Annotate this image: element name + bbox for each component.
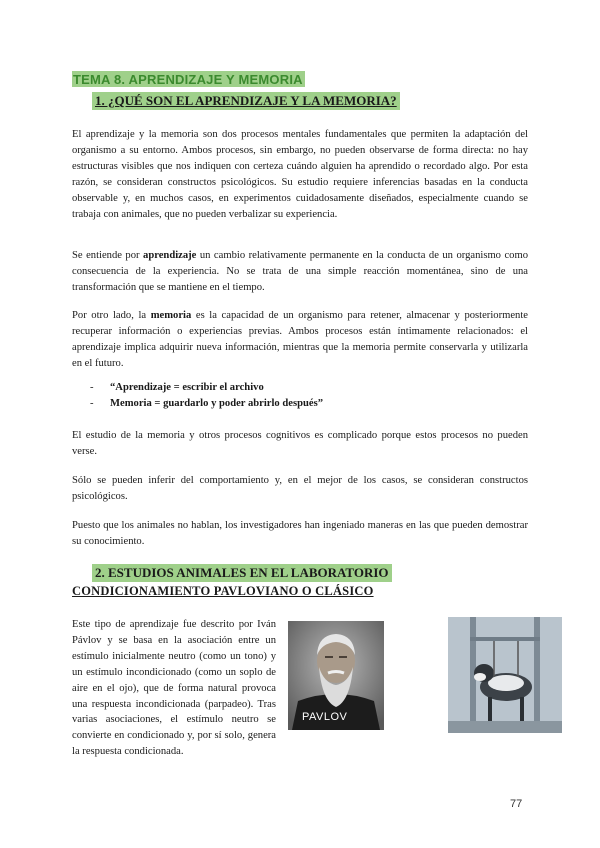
text-segment: un cambio relativamente permanente en la conducta de un organismo como consecuencia de la experiencia. No se trata de una simple reacción momentánea, sino de una transformación que se mantiene en el tiempo.	[72, 250, 528, 293]
pavlov-caption: PAVLOV	[302, 711, 348, 723]
paragraph-pavlov: Este tipo de aprendizaje fue descrito por Iván Pávlov y se basa en la asociación entre un estímulo inicialmente neutro (como un tono) y un estímulo incondicionado (como un soplo de aire en el ojo), que de forma natural provoca una respuesta incondicionada (parpadeo). Tras varias asociaciones, el estímulo neutro se convierte en condicionado y, por sí solo, genera la respuesta condicionada.	[72, 619, 276, 758]
paragraph-aprendizaje	[72, 248, 528, 296]
text-segment: Se entiende por	[72, 250, 144, 261]
term-memoria: memoria	[150, 310, 192, 321]
document-title: TEMA 8. APRENDIZAJE Y MEMORIA	[73, 72, 303, 87]
text-segment: Por otro lado, la	[72, 310, 151, 321]
dog-experiment-image	[448, 617, 562, 733]
term-aprendizaje: aprendizaje	[143, 250, 197, 261]
paragraph-inferir: Sólo se pueden inferir del comportamiento y, en el mejor de los casos, se consideran constructos psicológicos.	[72, 475, 528, 502]
paragraph-intro: El aprendizaje y la memoria son dos procesos mentales fundamentales que permiten la adaptación del organismo a su entorno. Ambos procesos, sin embargo, no pueden observarse de forma directa: no hay estructuras visibles que nos indiquen con certeza cuándo alguien ha aprendido o recordado algo. Por esta razón, se consideran constructos psicológicos. Su estudio requiere inferencias basadas en la conducta observable y, en muchos casos, en experimentos cuidadosamente diseñados, especialmente cuando se trabaja con animales, que no pueden verbalizar su experiencia.	[72, 129, 528, 220]
bullet-text: Memoria = guardarlo y poder abrirlo después”	[110, 398, 323, 409]
paragraph-estudio: El estudio de la memoria y otros procesos cognitivos es complicado porque estos procesos no pueden verse.	[72, 430, 528, 457]
section-heading-2: 2. ESTUDIOS ANIMALES EN EL LABORATORIO	[92, 564, 392, 582]
bullet-marker: -	[90, 398, 94, 409]
bullet-marker: -	[90, 382, 94, 393]
section-heading-1: 1. ¿QUÉ SON EL APRENDIZAJE Y LA MEMORIA?	[92, 92, 400, 110]
paragraph-animales: Puesto que los animales no hablan, los investigadores han ingeniado maneras en las que pueden demostrar su conocimiento.	[72, 520, 528, 547]
subsection-title: CONDICIONAMIENTO PAVLOVIANO O CLÁSICO	[72, 584, 374, 598]
text-segment: es la capacidad de un organismo para retener, almacenar y posteriormente recuperar información o experiencias previas. Ambos procesos están íntimamente relacionados: el aprendizaje implica adquirir nueva información, mientras que la memoria permite conservarla y utilizarla en el futuro.	[72, 310, 528, 369]
pavlov-portrait-image	[288, 621, 384, 730]
bullet-text: “Aprendizaje = escribir el archivo	[110, 382, 264, 393]
page-number: 77	[510, 798, 523, 810]
paragraph-memoria	[72, 308, 528, 372]
